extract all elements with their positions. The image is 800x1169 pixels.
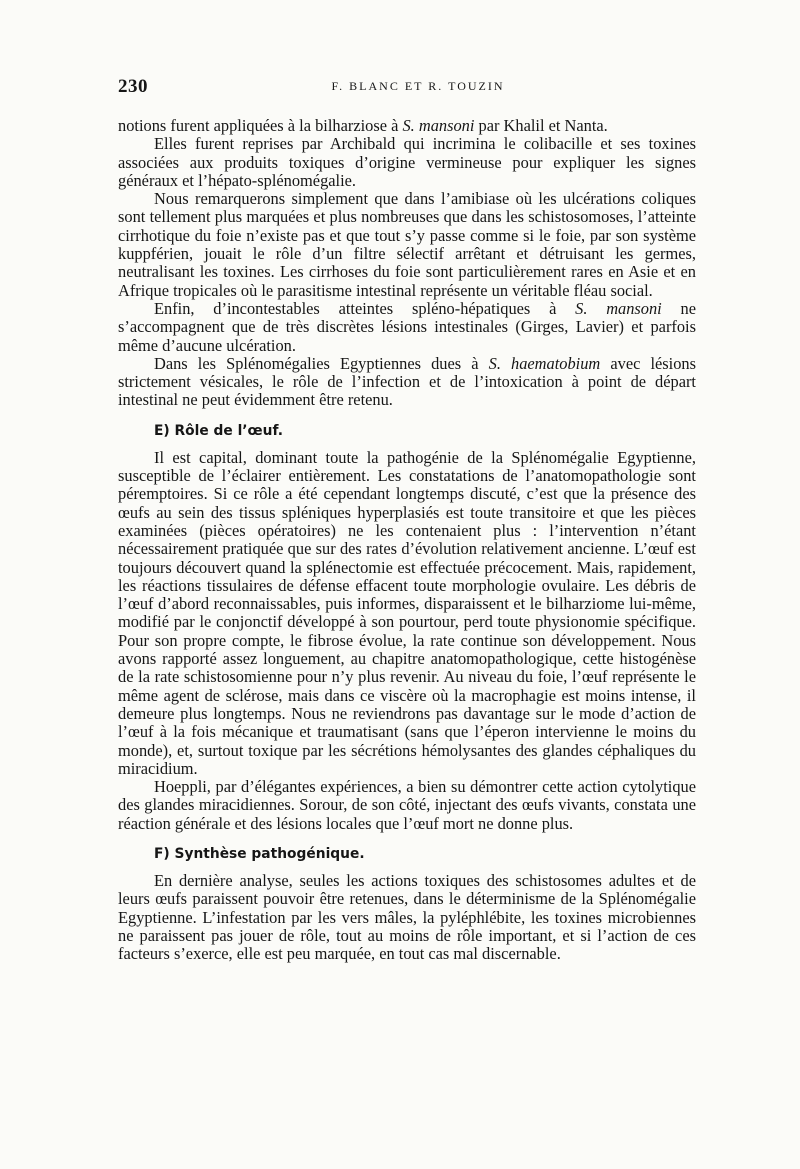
paragraph-role-oeuf: Il est capital, dominant toute la pathogénie de la Splénomégalie Egyptienne, susceptible de l’éclairer entièrement. Les constatations de l’anatomopathologie sont péremptoires. Si ce rôle a été cependant longtemps discuté, c’est que la présence des œufs au sein des tissus spléniques hyperplasiés est toute transitoire et que les pièces examinées (pièces opératoires) ne les contenaient plus : l’intervention n’étant nécessairement pratiquée que sur des rates d’évolution relativement ancienne. L’œuf est toujours découvert quand la splénectomie est effectuée précocement. Mais, rapidement, les réactions tissulaires de défense effacent toute morphologie ovulaire. Les débris de l’œuf d’abord reconnaissables, puis informes, disparaissent et le bilharziome lui-même, modifié par le conjonctif développé à son pourtour, perd toute physionomie spécifique. Pour son propre compte, le fibrose évolue, la rate continue son développement. Nous avons rapporté assez longuement, au chapitre anatomopathologique, cette histogénèse de la rate schistosomienne pour n’y plus revenir. Au niveau du foie, l’œuf représente le même agent de sclérose, mais dans ce viscère où la macrophagie est moins intense, il demeure plus longtemps. Nous ne reviendrons pas davantage sur le mode d’action de l’œuf à la fois mécanique et traumatisant (sans que l’éperon intervienne le moins du monde), et, surtout toxique par les sécrétions hémolysantes des glandes céphaliques du miracidium. bbox=[118, 447, 696, 778]
species-name: S. haematobium bbox=[488, 353, 601, 373]
species-name: S. mansoni bbox=[402, 116, 475, 135]
page-header bbox=[118, 76, 698, 100]
paragraph-enfin: Enfin, d’incontestables atteintes spléno-hépatiques à S. mansoni ne s’accompagnent que de très discrètes lésions intestinales (Girges, Lavier) et parfois même d’aucune ulcération. bbox=[118, 298, 696, 355]
body-text bbox=[118, 117, 696, 963]
paragraph-archibald: Elles furent reprises par Archibald qui incrimina le colibacille et ses toxines associées aux produits toxiques d’origine vermineuse pour expliquer les signes généraux et l’hépato-splénomégalie. bbox=[118, 134, 696, 190]
page-number: 230 bbox=[118, 76, 148, 97]
paragraph-amibiase: Nous remarquerons simplement que dans l’amibiase où les ulcérations coliques sont tellement plus marquées et plus nombreuses que dans les schistosomoses, l’atteinte cirrhotique du foie n’existe pas et que tout s’y passe comme si le foie, par son système kuppférien, jouait le rôle d’un filtre sélectif arrêtant et détruisant les germes, neutralisant les toxines. Les cirrhoses du foie sont particulièrement rares en Asie et en Afrique tropicales où le parasitisme intestinal représente un véritable fléau social. bbox=[118, 189, 696, 300]
paragraph-continued: notions furent appliquées à la bilharziose à S. mansoni par Khalil et Nanta. bbox=[118, 116, 608, 135]
running-head: F. BLANC ET R. TOUZIN bbox=[331, 79, 505, 93]
paragraph-hoeppli: Hoeppli, par d’élégantes expériences, a bien su démontrer cette action cytolytique des glandes miracidiennes. Sorour, de son côté, injectant des œufs vivants, constata une réaction générale et des lésions locales que l’œuf mort ne donne plus. bbox=[118, 777, 696, 833]
paragraph-haematobium: Dans les Splénomégalies Egyptiennes dues à S. haematobium avec lésions strictement vésicales, le rôle de l’infection et de l’intoxication à point de départ intestinal ne peut évidemment être retenu. bbox=[118, 353, 696, 410]
species-name: S. mansoni bbox=[575, 298, 662, 318]
section-heading-f: F) Synthèse pathogénique. bbox=[154, 845, 365, 862]
paragraph-synthese: En dernière analyse, seules les actions toxiques des schistosomes adultes et de leurs œufs paraissent pouvoir être retenues, dans le déterminisme de la Splénomégalie Egyptienne. L’infestation par les vers mâles, la pyléphlébite, les toxines microbiennes ne paraissent pas jouer de rôle, tout au moins de rôle important, et si l’action de ces facteurs s’exerce, elle est peu marquée, en tout cas mal discernable. bbox=[118, 870, 696, 964]
section-heading-e: E) Rôle de l’œuf. bbox=[154, 422, 283, 439]
